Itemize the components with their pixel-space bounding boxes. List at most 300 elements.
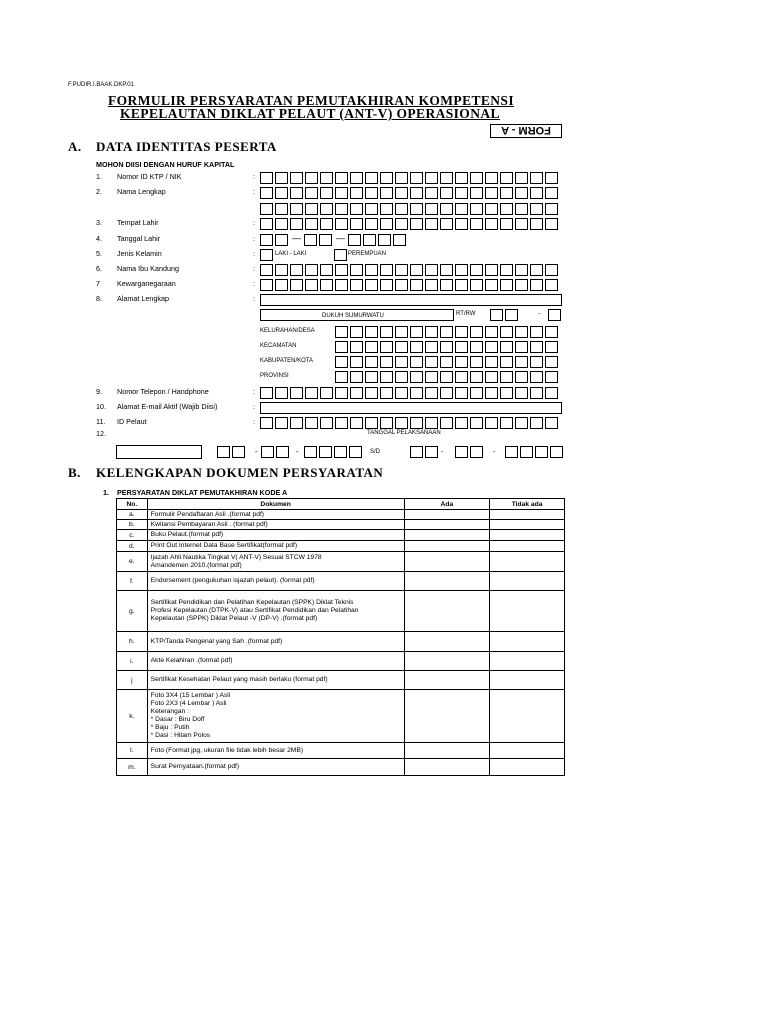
gender-female-checkbox[interactable] [334,249,349,261]
char-box[interactable] [305,187,318,199]
char-box[interactable] [320,264,333,276]
row-ada-checkbox[interactable] [404,510,490,520]
char-box[interactable] [545,264,558,276]
row-ada-checkbox[interactable] [404,520,490,530]
char-box[interactable] [440,187,453,199]
char-box[interactable] [349,446,362,458]
char-box[interactable] [440,172,453,184]
kewarganegaraan-input[interactable] [260,279,560,291]
row-ada-checkbox[interactable] [404,632,490,652]
char-box[interactable] [545,417,558,429]
row-tidak-ada-checkbox[interactable] [490,520,565,530]
char-box[interactable] [380,417,393,429]
char-box[interactable] [490,309,503,321]
char-box[interactable] [290,387,303,399]
char-box[interactable] [260,264,273,276]
char-box[interactable] [365,326,378,338]
char-box[interactable] [365,264,378,276]
char-box[interactable] [548,309,561,321]
char-box[interactable] [365,172,378,184]
char-box[interactable] [350,326,363,338]
char-box[interactable] [217,446,230,458]
char-box[interactable] [350,279,363,291]
char-box[interactable] [550,446,563,458]
char-box[interactable] [305,172,318,184]
char-box[interactable] [380,203,393,215]
char-box[interactable] [470,387,483,399]
char-box[interactable] [470,341,483,353]
char-box[interactable] [335,387,348,399]
char-box[interactable] [410,326,423,338]
char-box[interactable] [290,187,303,199]
char-box[interactable] [455,264,468,276]
row-tidak-ada-checkbox[interactable] [490,572,565,591]
kelurahan-input[interactable] [335,326,560,338]
char-box[interactable] [500,172,513,184]
char-box[interactable] [319,234,332,246]
char-box[interactable] [545,279,558,291]
char-box[interactable] [260,172,273,184]
char-box[interactable] [335,203,348,215]
char-box[interactable] [455,341,468,353]
char-box[interactable] [395,341,408,353]
char-box[interactable] [348,234,361,246]
row-tidak-ada-checkbox[interactable] [490,591,565,632]
char-box[interactable] [500,417,513,429]
char-box[interactable] [378,234,391,246]
char-box[interactable] [395,417,408,429]
char-box[interactable] [350,387,363,399]
char-box[interactable] [425,172,438,184]
char-box[interactable] [276,446,289,458]
char-box[interactable] [335,341,348,353]
char-box[interactable] [350,264,363,276]
char-box[interactable] [470,218,483,230]
pelaksanaan-end-month[interactable] [455,446,485,458]
char-box[interactable] [290,279,303,291]
char-box[interactable] [290,417,303,429]
char-box[interactable] [350,218,363,230]
alamat-lengkap-input[interactable] [260,294,562,306]
kabupaten-input[interactable] [335,356,560,368]
char-box[interactable] [275,203,288,215]
char-box[interactable] [350,187,363,199]
row-ada-checkbox[interactable] [404,743,490,759]
char-box[interactable] [485,341,498,353]
char-box[interactable] [365,203,378,215]
char-box[interactable] [530,218,543,230]
char-box[interactable] [395,203,408,215]
char-box[interactable] [500,387,513,399]
char-box[interactable] [410,356,423,368]
char-box[interactable] [545,218,558,230]
char-box[interactable] [530,341,543,353]
pelaksanaan-end-day[interactable] [410,446,440,458]
char-box[interactable] [275,172,288,184]
char-box[interactable] [425,326,438,338]
char-box[interactable] [515,371,528,383]
row-ada-checkbox[interactable] [404,541,490,552]
telepon-input[interactable] [260,387,560,399]
char-box[interactable] [530,279,543,291]
char-box[interactable] [440,264,453,276]
char-box[interactable] [380,326,393,338]
email-input[interactable] [260,402,562,414]
char-box[interactable] [545,371,558,383]
nama-ibu-input[interactable] [260,264,560,276]
char-box[interactable] [410,203,423,215]
tanggal-lahir-year[interactable] [348,234,408,246]
char-box[interactable] [440,218,453,230]
char-box[interactable] [485,417,498,429]
row-tidak-ada-checkbox[interactable] [490,530,565,541]
char-box[interactable] [470,187,483,199]
char-box[interactable] [455,187,468,199]
char-box[interactable] [275,387,288,399]
nik-input[interactable] [260,172,560,184]
char-box[interactable] [260,387,273,399]
char-box[interactable] [485,172,498,184]
char-box[interactable] [320,172,333,184]
char-box[interactable] [410,264,423,276]
char-box[interactable] [530,356,543,368]
char-box[interactable] [425,341,438,353]
char-box[interactable] [410,279,423,291]
char-box[interactable] [530,172,543,184]
char-box[interactable] [470,326,483,338]
char-box[interactable] [380,356,393,368]
char-box[interactable] [500,187,513,199]
char-box[interactable] [260,203,273,215]
char-box[interactable] [470,356,483,368]
row-tidak-ada-checkbox[interactable] [490,671,565,690]
char-box[interactable] [319,446,332,458]
char-box[interactable] [440,387,453,399]
char-box[interactable] [395,264,408,276]
char-box[interactable] [335,172,348,184]
char-box[interactable] [335,326,348,338]
row-ada-checkbox[interactable] [404,530,490,541]
char-box[interactable] [410,371,423,383]
char-box[interactable] [380,341,393,353]
char-box[interactable] [500,326,513,338]
char-box[interactable] [500,371,513,383]
char-box[interactable] [455,326,468,338]
char-box[interactable] [275,417,288,429]
char-box[interactable] [440,203,453,215]
char-box[interactable] [334,446,347,458]
char-box[interactable] [380,387,393,399]
char-box[interactable] [470,446,483,458]
char-box[interactable] [380,218,393,230]
char-box[interactable] [485,203,498,215]
row-tidak-ada-checkbox[interactable] [490,510,565,520]
char-box[interactable] [290,172,303,184]
char-box[interactable] [320,218,333,230]
char-box[interactable] [350,203,363,215]
char-box[interactable] [290,203,303,215]
char-box[interactable] [335,417,348,429]
char-box[interactable] [470,264,483,276]
char-box[interactable] [530,264,543,276]
char-box[interactable] [320,279,333,291]
char-box[interactable] [410,172,423,184]
char-box[interactable] [530,203,543,215]
char-box[interactable] [305,218,318,230]
char-box[interactable] [363,234,376,246]
char-box[interactable] [500,203,513,215]
char-box[interactable] [515,172,528,184]
char-box[interactable] [485,371,498,383]
row-tidak-ada-checkbox[interactable] [490,552,565,572]
pelaksanaan-start-year[interactable] [304,446,364,458]
nama-lengkap-input-1[interactable] [260,187,560,199]
char-box[interactable] [455,371,468,383]
char-box[interactable] [515,203,528,215]
char-box[interactable] [530,371,543,383]
char-box[interactable] [380,187,393,199]
char-box[interactable] [395,356,408,368]
char-box[interactable] [410,387,423,399]
char-box[interactable] [275,218,288,230]
char-box[interactable] [440,417,453,429]
char-box[interactable] [535,446,548,458]
char-box[interactable] [425,187,438,199]
char-box[interactable] [275,187,288,199]
char-box[interactable] [365,187,378,199]
char-box[interactable] [395,326,408,338]
char-box[interactable] [425,371,438,383]
char-box[interactable] [515,341,528,353]
char-box[interactable] [275,234,288,246]
id-pelaut-input[interactable] [260,417,560,429]
pelaksanaan-end-year[interactable] [505,446,565,458]
char-box[interactable] [260,249,273,261]
char-box[interactable] [320,203,333,215]
char-box[interactable] [260,218,273,230]
char-box[interactable] [320,387,333,399]
char-box[interactable] [395,187,408,199]
row-tidak-ada-checkbox[interactable] [490,541,565,552]
char-box[interactable] [380,172,393,184]
char-box[interactable] [365,417,378,429]
gender-male-checkbox[interactable] [260,249,275,261]
char-box[interactable] [410,187,423,199]
char-box[interactable] [500,341,513,353]
char-box[interactable] [440,341,453,353]
char-box[interactable] [334,249,347,261]
char-box[interactable] [545,341,558,353]
char-box[interactable] [365,387,378,399]
char-box[interactable] [261,446,274,458]
char-box[interactable] [425,446,438,458]
char-box[interactable] [455,172,468,184]
char-box[interactable] [380,371,393,383]
char-box[interactable] [455,356,468,368]
char-box[interactable] [395,172,408,184]
char-box[interactable] [320,417,333,429]
char-box[interactable] [515,387,528,399]
nama-lengkap-input-2[interactable] [260,203,560,215]
char-box[interactable] [350,417,363,429]
char-box[interactable] [545,356,558,368]
pelaksanaan-start-day[interactable] [217,446,247,458]
char-box[interactable] [455,417,468,429]
char-box[interactable] [305,279,318,291]
row-ada-checkbox[interactable] [404,759,490,776]
char-box[interactable] [275,264,288,276]
tempat-lahir-input[interactable] [260,218,560,230]
char-box[interactable] [410,341,423,353]
char-box[interactable] [515,356,528,368]
char-box[interactable] [304,446,317,458]
char-box[interactable] [335,187,348,199]
char-box[interactable] [500,279,513,291]
char-box[interactable] [425,264,438,276]
rw-input[interactable] [548,309,563,321]
char-box[interactable] [455,387,468,399]
char-box[interactable] [470,417,483,429]
char-box[interactable] [260,279,273,291]
char-box[interactable] [455,446,468,458]
char-box[interactable] [232,446,245,458]
char-box[interactable] [365,371,378,383]
row-ada-checkbox[interactable] [404,572,490,591]
char-box[interactable] [440,326,453,338]
char-box[interactable] [393,234,406,246]
char-box[interactable] [350,371,363,383]
row-tidak-ada-checkbox[interactable] [490,743,565,759]
char-box[interactable] [365,341,378,353]
char-box[interactable] [545,387,558,399]
provinsi-input[interactable] [335,371,560,383]
char-box[interactable] [275,279,288,291]
char-box[interactable] [530,326,543,338]
char-box[interactable] [425,279,438,291]
char-box[interactable] [455,279,468,291]
char-box[interactable] [260,187,273,199]
char-box[interactable] [335,279,348,291]
row-ada-checkbox[interactable] [404,652,490,671]
char-box[interactable] [505,446,518,458]
char-box[interactable] [350,341,363,353]
char-box[interactable] [455,218,468,230]
char-box[interactable] [440,279,453,291]
char-box[interactable] [425,387,438,399]
char-box[interactable] [440,356,453,368]
char-box[interactable] [395,387,408,399]
char-box[interactable] [485,387,498,399]
char-box[interactable] [410,417,423,429]
char-box[interactable] [470,203,483,215]
char-box[interactable] [500,264,513,276]
char-box[interactable] [545,187,558,199]
char-box[interactable] [305,417,318,429]
row-ada-checkbox[interactable] [404,591,490,632]
char-box[interactable] [485,187,498,199]
char-box[interactable] [350,356,363,368]
char-box[interactable] [380,264,393,276]
row-ada-checkbox[interactable] [404,552,490,572]
char-box[interactable] [440,371,453,383]
char-box[interactable] [425,356,438,368]
char-box[interactable] [470,279,483,291]
char-box[interactable] [335,371,348,383]
char-box[interactable] [335,264,348,276]
char-box[interactable] [485,218,498,230]
char-box[interactable] [485,356,498,368]
char-box[interactable] [425,417,438,429]
char-box[interactable] [505,309,518,321]
char-box[interactable] [380,279,393,291]
pelaksanaan-code-field[interactable] [116,445,202,459]
char-box[interactable] [485,326,498,338]
char-box[interactable] [290,218,303,230]
row-tidak-ada-checkbox[interactable] [490,632,565,652]
char-box[interactable] [410,446,423,458]
char-box[interactable] [395,218,408,230]
char-box[interactable] [305,264,318,276]
tanggal-lahir-day[interactable] [260,234,290,246]
char-box[interactable] [470,172,483,184]
char-box[interactable] [304,234,317,246]
char-box[interactable] [365,218,378,230]
char-box[interactable] [395,371,408,383]
char-box[interactable] [530,417,543,429]
row-tidak-ada-checkbox[interactable] [490,690,565,743]
char-box[interactable] [365,356,378,368]
char-box[interactable] [470,371,483,383]
char-box[interactable] [530,187,543,199]
char-box[interactable] [515,279,528,291]
char-box[interactable] [395,279,408,291]
char-box[interactable] [485,264,498,276]
char-box[interactable] [260,417,273,429]
rt-input[interactable] [490,309,520,321]
char-box[interactable] [515,187,528,199]
char-box[interactable] [545,203,558,215]
char-box[interactable] [530,387,543,399]
char-box[interactable] [485,279,498,291]
char-box[interactable] [410,218,423,230]
char-box[interactable] [320,187,333,199]
row-ada-checkbox[interactable] [404,690,490,743]
char-box[interactable] [545,326,558,338]
char-box[interactable] [335,218,348,230]
row-tidak-ada-checkbox[interactable] [490,652,565,671]
char-box[interactable] [520,446,533,458]
char-box[interactable] [500,356,513,368]
char-box[interactable] [335,356,348,368]
char-box[interactable] [305,387,318,399]
char-box[interactable] [425,203,438,215]
char-box[interactable] [425,218,438,230]
row-tidak-ada-checkbox[interactable] [490,759,565,776]
char-box[interactable] [515,417,528,429]
char-box[interactable] [545,172,558,184]
char-box[interactable] [455,203,468,215]
char-box[interactable] [515,264,528,276]
char-box[interactable] [305,203,318,215]
char-box[interactable] [260,234,273,246]
row-ada-checkbox[interactable] [404,671,490,690]
pelaksanaan-start-month[interactable] [261,446,291,458]
char-box[interactable] [290,264,303,276]
tanggal-lahir-month[interactable] [304,234,334,246]
char-box[interactable] [515,326,528,338]
char-box[interactable] [365,279,378,291]
char-box[interactable] [515,218,528,230]
